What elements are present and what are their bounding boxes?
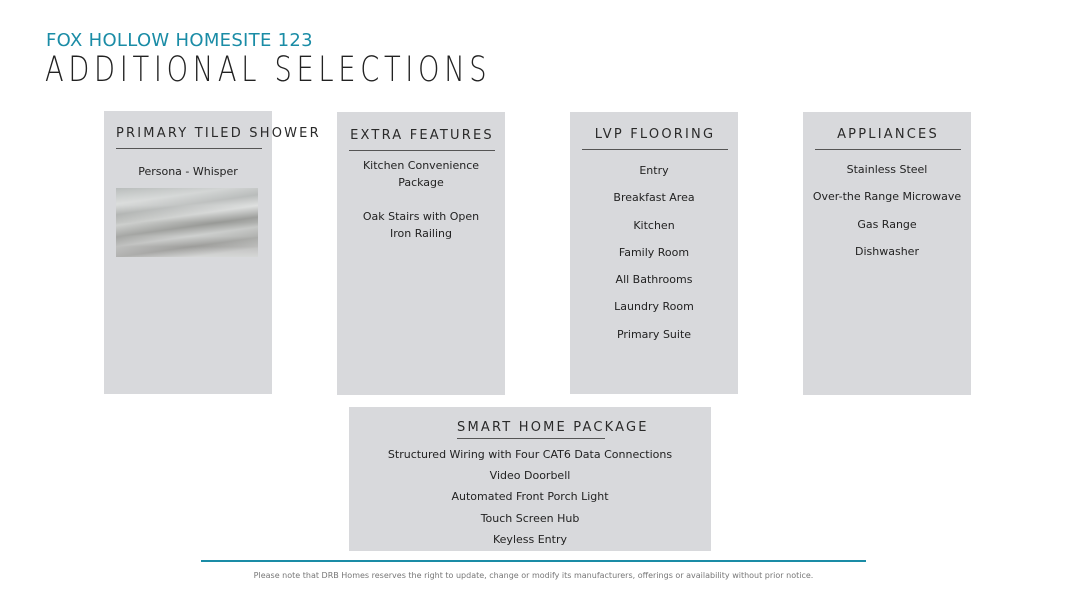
list-item: Touch Screen Hub [480,511,580,525]
list-item: Structured Wiring with Four CAT6 Data Connections [387,448,673,461]
panel-appliances [803,112,971,395]
marble-tile-swatch [116,188,258,257]
footer-divider [201,560,866,562]
panel-primary-tiled-shower [104,111,321,394]
list-item: Keyless Entry [493,532,567,546]
list-item: Kitchen [633,218,675,232]
list-item: Video Doorbell [489,469,571,483]
list-item: Breakfast Area [613,191,695,205]
homesite-subtitle: FOX HOLLOW HOMESITE 123 [46,30,313,51]
list-item: Automated Front Porch Light [451,490,609,504]
list-item: Kitchen Convenience Package [362,159,480,189]
panel-heading: SMART HOME PACKAGE [457,420,605,439]
list-item: Gas Range [857,217,917,231]
list-item: Entry [639,164,669,177]
list-item: Stainless Steel [846,163,928,176]
panel-extra-features [337,112,505,395]
panel-heading: EXTRA FEATURES [349,128,495,151]
panel-lvp-flooring [570,112,738,394]
disclaimer-note: Please note that DRB Homes reserves the right to update, change or modify its manufacturers, offerings or availability without prior notice. [253,571,814,580]
panel-smart-home-package [349,407,711,551]
list-item: Oak Stairs with Open Iron Railing [362,210,480,240]
list-item: Primary Suite [616,327,692,341]
list-item: Dishwasher [855,244,919,258]
list-item: Over-the Range Microwave [812,190,962,204]
panel-heading: PRIMARY TILED SHOWER [116,126,262,149]
page-title: ADDITIONAL SELECTIONS [45,50,492,90]
panel-heading: LVP FLOORING [582,127,728,150]
list-item: Family Room [618,245,690,259]
list-item: Laundry Room [614,300,694,314]
panel-heading: APPLIANCES [815,127,961,150]
list-item: All Bathrooms [615,273,693,287]
list-item: Persona - Whisper [138,165,238,178]
